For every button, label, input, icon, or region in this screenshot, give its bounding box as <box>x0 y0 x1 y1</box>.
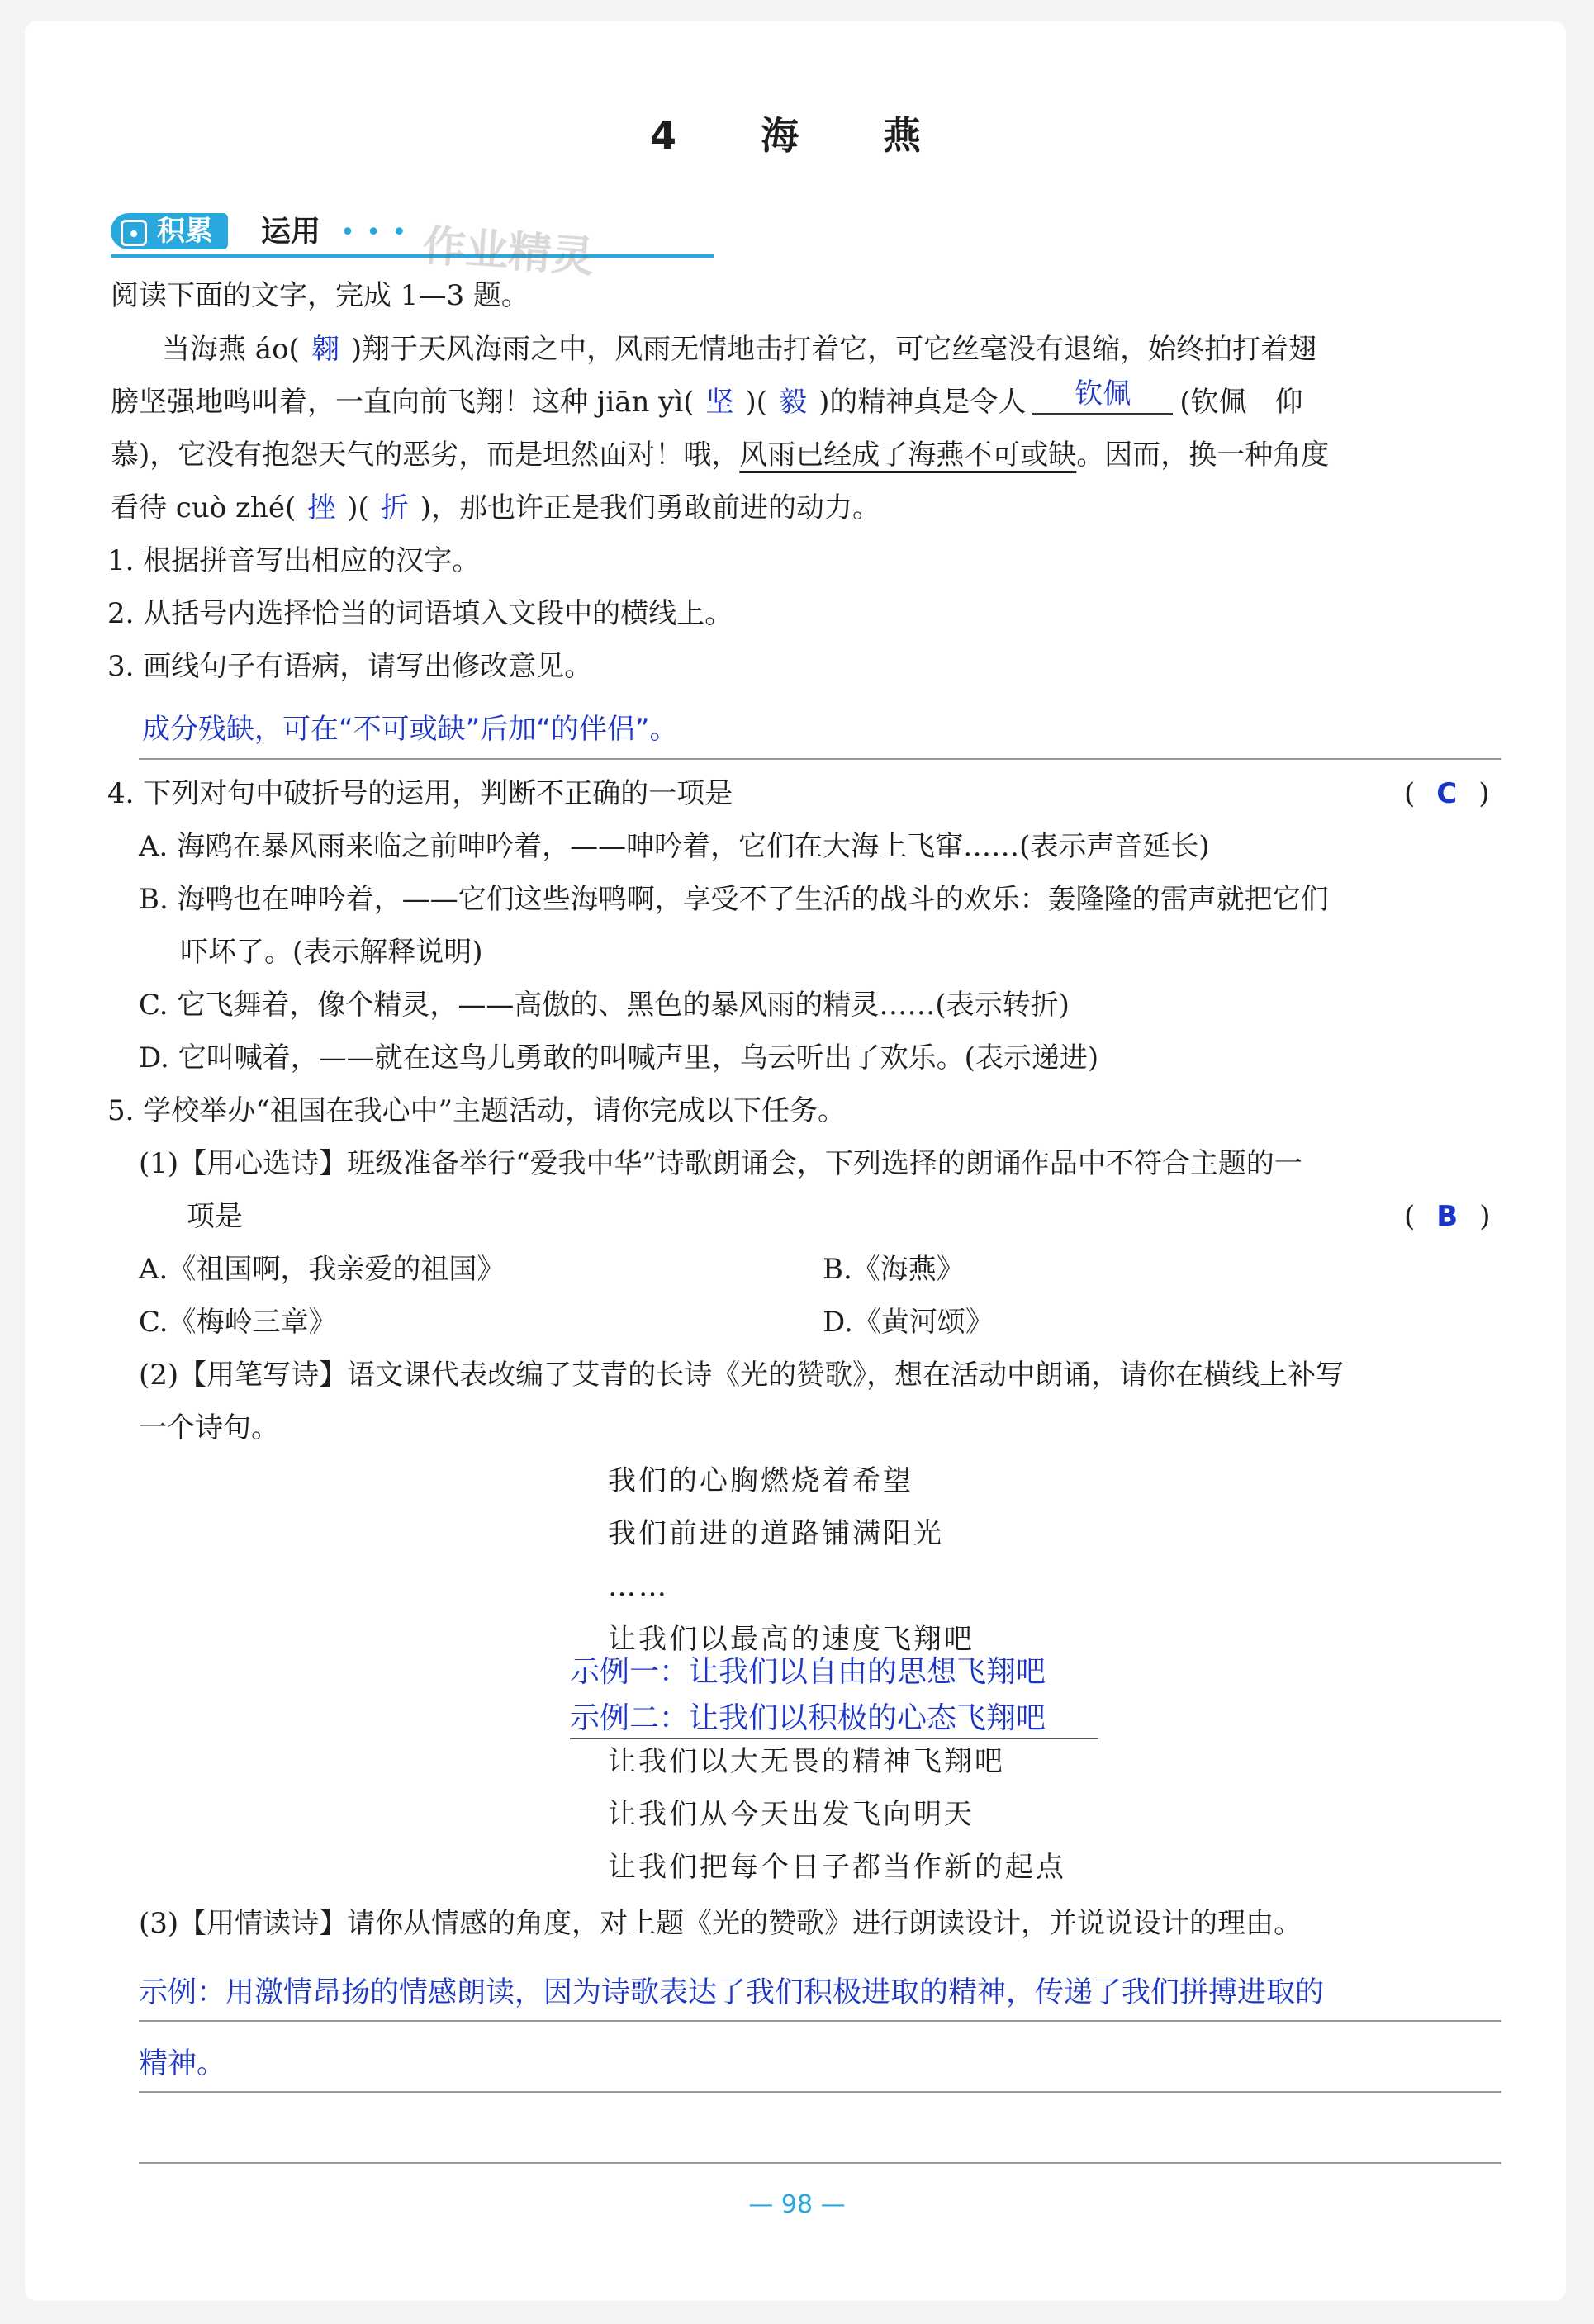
intro-text: 阅读下面的文字，完成 1—3 题。 <box>111 279 529 312</box>
section-rule <box>111 254 714 258</box>
underlined-sentence: 风雨已经成了海燕不可或缺 <box>739 439 1077 472</box>
answer-line <box>139 2020 1501 2022</box>
passage-line-3 <box>111 436 1329 474</box>
bracket: ) <box>1478 777 1490 810</box>
watermark: 作业精灵 <box>420 221 596 283</box>
poem-line: 让我们从今天出发飞向明天 <box>608 1798 975 1831</box>
passage-line-4 <box>111 489 880 527</box>
answer-ao: 翱 <box>311 333 339 366</box>
passage-text: 膀坚强地鸣叫着，一直向前飞翔！这种 jiān yì( <box>111 386 695 419</box>
question-3: 3. 画线句子有语病，请写出修改意见。 <box>107 650 593 683</box>
question-4-answer: C <box>1436 777 1458 810</box>
question-4-option-d: D. 它叫喊着，——就在这鸟儿勇敢的叫喊声里，乌云听出了欢乐。(表示递进) <box>139 1041 1099 1074</box>
passage-text: )翔于天风海雨之中，风雨无情地击打着它，可它丝毫没有退缩，始终拍打着翅 <box>350 333 1317 366</box>
bracket: ( <box>1404 1200 1416 1233</box>
question-5-answer: B <box>1436 1200 1459 1233</box>
answer-zhe: 折 <box>380 491 409 524</box>
poem-line: 让我们把每个日子都当作新的起点 <box>608 1851 1066 1884</box>
bracket: ( <box>1404 777 1416 810</box>
section-header <box>111 206 714 263</box>
answer-jian: 坚 <box>705 386 734 419</box>
question-5-part-2: (2)【用笔写诗】语文课代表改编了艾青的长诗《光的赞歌》，想在活动中朗诵，请你在横线上补写 <box>139 1359 1345 1392</box>
question-4-option-a: A. 海鸥在暴风雨来临之前呻吟着，——呻吟着，它们在大海上飞窜……(表示声音延长) <box>139 830 1210 863</box>
bracket: ) <box>1479 1200 1491 1233</box>
poem-line: 我们前进的道路铺满阳光 <box>608 1517 944 1550</box>
poem-ellipsis: …… <box>608 1570 669 1603</box>
passage-text: 当海燕 áo( <box>162 333 300 366</box>
page-number: — 98 — <box>748 2190 846 2219</box>
question-5-part-1-cont: 项是 <box>187 1200 243 1233</box>
answer-cuo: 挫 <box>307 491 336 524</box>
section-badge-label: 积累 <box>157 215 213 248</box>
answer-line <box>139 758 1501 760</box>
question-4-option-b: B. 海鸭也在呻吟着，——它们这些海鸭啊，享受不了生活的战斗的欢乐：轰隆隆的雷声就把它们 <box>139 883 1329 916</box>
answer-blank-qinpei: 钦佩 <box>1032 375 1173 415</box>
poem-line: 让我们以大无畏的精神飞翔吧 <box>608 1745 1005 1778</box>
question-2: 2. 从括号内选择恰当的词语填入文段中的横线上。 <box>107 597 733 630</box>
section-badge <box>111 213 228 249</box>
question-5-part-3: (3)【用情读诗】请你从情感的角度，对上题《光的赞歌》进行朗读设计，并说说设计的理由。 <box>139 1907 1302 1940</box>
passage-line-2 <box>111 377 1303 423</box>
question-3-answer: 成分残缺，可在“不可或缺”后加“的伴侣”。 <box>142 713 678 746</box>
question-4-bracket <box>1404 775 1489 813</box>
question-5-bracket <box>1404 1198 1490 1236</box>
question-5-stem: 5. 学校举办“祖国在我心中”主题活动，请你完成以下任务。 <box>107 1094 847 1127</box>
passage-text: 。因而，换一种角度 <box>1076 439 1330 472</box>
poem-line: 让我们以最高的速度飞翔吧 <box>608 1623 975 1656</box>
question-4-option-c: C. 它飞舞着，像个精灵，——高傲的、黑色的暴风雨的精灵……(表示转折) <box>139 989 1070 1022</box>
passage-text: )的精神真是令人 <box>818 386 1027 419</box>
question-4-option-b-cont: 吓坏了。(表示解释说明) <box>180 936 483 969</box>
passage-line-1 <box>162 330 1316 368</box>
question-5-part-1: (1)【用心选诗】班级准备举行“爱我中华”诗歌朗诵会，下列选择的朗诵作品中不符合主题的一 <box>139 1147 1302 1180</box>
section-label: 运用 <box>261 215 321 249</box>
poem-blank-line <box>570 1738 1098 1739</box>
question-5-option-a: A.《祖国啊，我亲爱的祖国》 <box>139 1253 505 1286</box>
poem-line: 我们的心胸燃烧着希望 <box>608 1464 913 1497</box>
passage-text: 慕)，它没有抱怨天气的恶劣，而是坦然面对！哦， <box>111 439 740 472</box>
answer-line <box>139 2162 1501 2164</box>
poem-answer-2: 示例二：让我们以积极的心态飞翔吧 <box>570 1701 1046 1735</box>
question-5-part-2-cont: 一个诗句。 <box>139 1411 279 1444</box>
question-4-stem: 4. 下列对句中破折号的运用，判断不正确的一项是 <box>107 777 733 810</box>
page-title: 4 海 燕 <box>649 113 944 158</box>
passage-text: )，那也许正是我们勇敢前进的动力。 <box>420 491 881 524</box>
question-5-part-3-answer: 示例：用激情昂扬的情感朗读，因为诗歌表达了我们积极进取的精神，传递了我们拼搏进取的 <box>139 1976 1325 2009</box>
answer-yi: 毅 <box>779 386 808 419</box>
answer-line <box>139 2091 1501 2093</box>
section-dots: • • • <box>340 218 409 247</box>
question-5-option-c: C.《梅岭三章》 <box>139 1306 337 1339</box>
passage-text: )( <box>745 386 768 419</box>
passage-text: 看待 cuò zhé( <box>111 491 297 524</box>
question-5-part-3-answer-cont: 精神。 <box>139 2047 226 2080</box>
question-5-option-d: D.《黄河颂》 <box>823 1306 994 1339</box>
question-1: 1. 根据拼音写出相应的汉字。 <box>107 544 481 577</box>
question-5-option-b: B.《海燕》 <box>823 1253 965 1286</box>
tag-icon <box>121 220 147 246</box>
passage-text: (钦佩 仰 <box>1179 386 1303 419</box>
passage-text: )( <box>347 491 369 524</box>
poem-answer-1: 示例一：让我们以自由的思想飞翔吧 <box>570 1655 1046 1689</box>
